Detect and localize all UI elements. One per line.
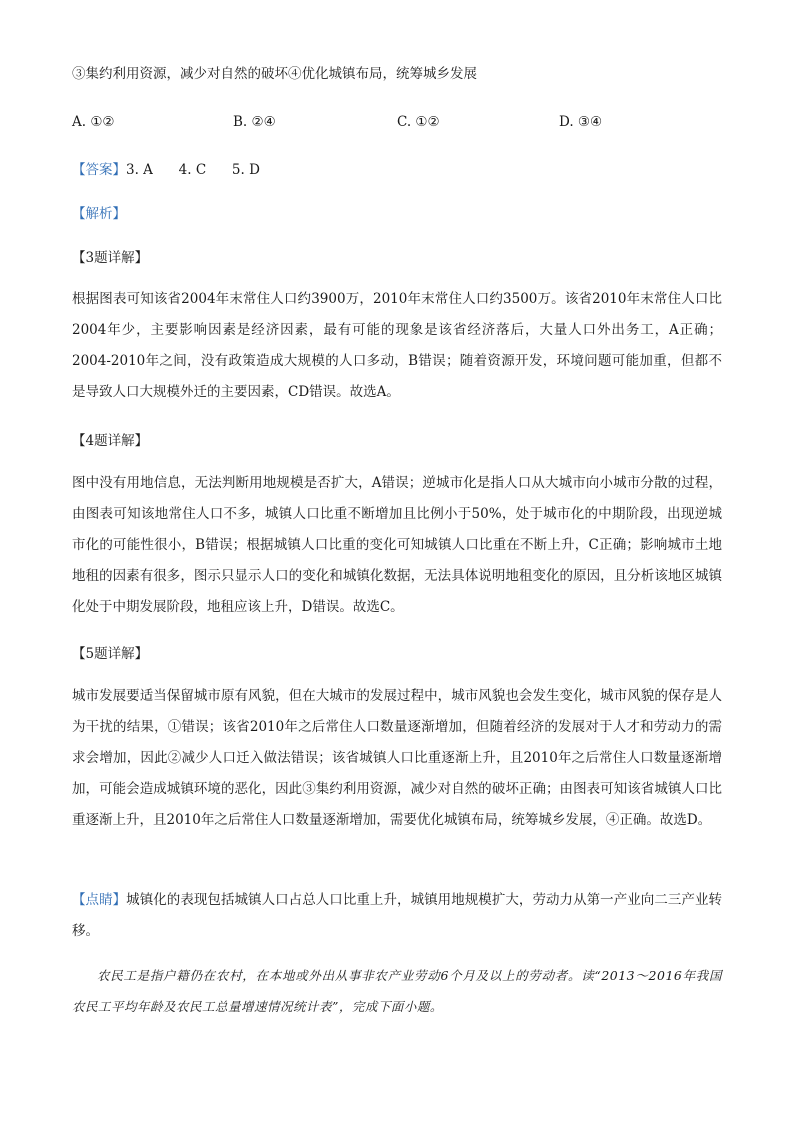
option-d: D. ③④ bbox=[559, 114, 603, 130]
answer-line bbox=[72, 158, 260, 178]
q4-heading: 【4题详解】 bbox=[72, 433, 149, 449]
option-a: A. ①② bbox=[72, 114, 115, 130]
answer-options bbox=[72, 114, 722, 134]
q3-heading: 【3题详解】 bbox=[72, 250, 149, 266]
tip-paragraph bbox=[72, 885, 722, 947]
q3-body: 根据图表可知该省2004年末常住人口约3900万，2010年末常住人口约3500万。该省2010年末常住人口比2004年少，主要影响因素是经济因素，最有可能的现象是该省经济落后，大量人口外出务工，A正确；2004-2010年之间，没有政策造成大规模的人口多动，B错误；随着资源开发，环境问题可能加重，但都不是导致人口大规模外迁的主要因素，CD错误。故选A。 bbox=[72, 291, 722, 400]
q4-body: 图中没有用地信息，无法判断用地规模是否扩大，A错误；逆城市化是指人口从大城市向小城市分散的过程，由图表可知该地常住人口不多，城镇人口比重不断增加且比例小于50%，处于城市化的中期阶段，出现逆城市化的可能性很小，B错误；根据城镇人口比重的变化可知城镇人口比重在不断上升，C正确；影响城市土地地租的因素有很多，图示只显示人口的变化和城镇化数据，无法具体说明地租变化的原因，且分析该地区城镇化处于中期发展阶段，地租应该上升，D错误。故选C。 bbox=[72, 475, 722, 615]
next-question-stem: 农民工是指户籍仍在农村，在本地或外出从事非农产业劳动6个月及以上的劳动者。读“2013～2016年我国农民工平均年龄及农民工总量增速情况统计表”，完成下面小题。 bbox=[72, 968, 722, 1014]
tip-tag: 【点睛】 bbox=[72, 892, 127, 908]
tip-body: 城镇化的表现包括城镇人口占总人口比重上升，城镇用地规模扩大，劳动力从第一产业向二三产业转移。 bbox=[72, 892, 723, 939]
option-b: B. ②④ bbox=[233, 114, 276, 130]
option-c: C. ①② bbox=[397, 114, 440, 130]
answer-text: 3. A 4. C 5. D bbox=[126, 162, 260, 178]
q5-heading: 【5题详解】 bbox=[72, 646, 149, 662]
answer-tag: 【答案】 bbox=[72, 162, 126, 178]
option-line-intro: ③集约利用资源，减少对自然的破坏④优化城镇布局，统筹城乡发展 bbox=[72, 66, 477, 82]
analysis-tag: 【解析】 bbox=[72, 206, 126, 222]
q5-body: 城市发展要适当保留城市原有风貌，但在大城市的发展过程中，城市风貌也会发生变化，城市风貌的保存是人为干扰的结果，①错误；该省2010年之后常住人口数量逐渐增加，但随着经济的发展对于人才和劳动力的需求会增加，因此②减少人口迁入做法错误；该省城镇人口比重逐渐上升，且2010年之后常住人口数量逐渐增加，可能会造成城镇环境的恶化，因此③集约利用资源，减少对自然的破坏正确；由图表可知该省城镇人口比重逐渐上升，且2010年之后常住人口数量逐渐增加，需要优化城镇布局，统筹城乡发展，④正确。故选D。 bbox=[72, 688, 722, 828]
